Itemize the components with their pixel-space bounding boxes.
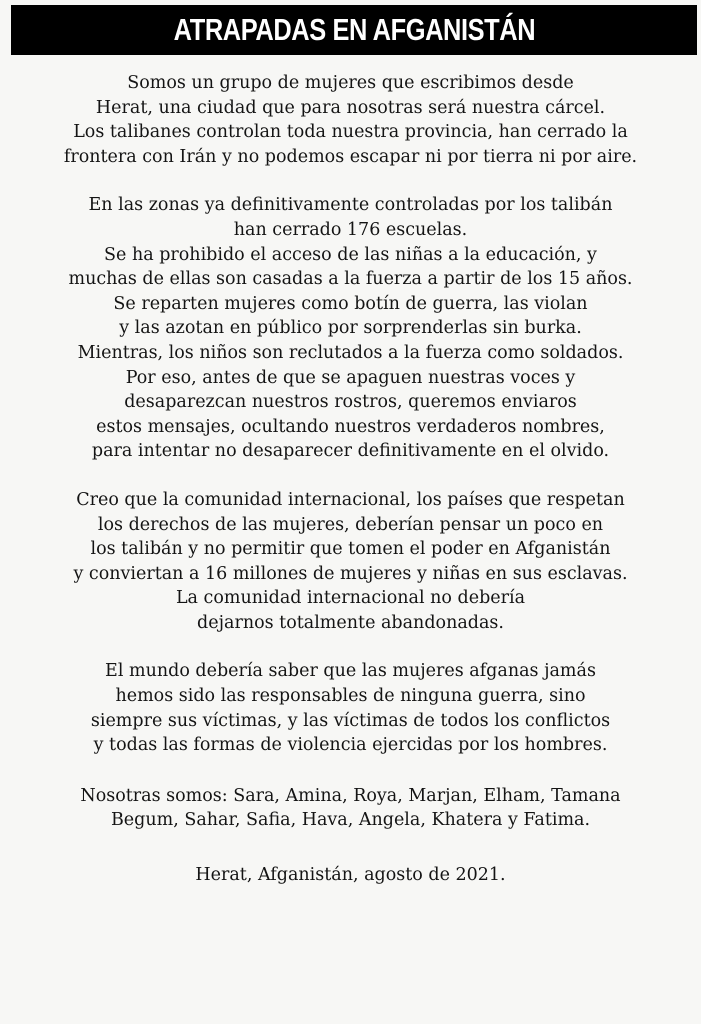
page-title: ATRAPADAS EN AFGANISTÁN [173, 12, 535, 47]
text-line: y conviertan a 16 millones de mujeres y niñas en sus esclavas. [73, 563, 628, 584]
text-line: El mundo debería saber que las mujeres afganas jamás [105, 661, 596, 682]
text-line: Herat, una ciudad que para nosotras será nuestra cárcel. [95, 97, 606, 118]
text-line: Begum, Sahar, Safia, Hava, Angela, Khatera y Fatima. [110, 810, 591, 831]
text-line: Nosotras somos: Sara, Amina, Roya, Marjan, Elham, Tamana [80, 785, 621, 806]
text-line: Por eso, antes de que se apaguen nuestras voces y [125, 367, 576, 388]
text-line: para intentar no desaparecer definitivamente en el olvido. [91, 441, 610, 462]
text-line: desaparezcan nuestros rostros, queremos enviaros [124, 392, 577, 413]
text-line: frontera con Irán y no podemos escapar ni por tierra ni por aire. [63, 146, 638, 167]
text-line: Los talibanes controlan toda nuestra provincia, han cerrado la [73, 122, 628, 143]
paragraph-intro [0, 71, 701, 169]
text-line: muchas de ellas son casadas a la fuerza a partir de los 15 años. [68, 269, 633, 290]
title-banner [11, 5, 697, 55]
text-line: y todas las formas de violencia ejercidas por los hombres. [93, 735, 608, 756]
text-line: Mientras, los niños son reclutados a la fuerza como soldados. [77, 342, 624, 363]
text-line: hemos sido las responsables de ninguna guerra, sino [115, 686, 586, 707]
letter-body [0, 71, 701, 912]
paragraph-names [0, 784, 701, 833]
paragraph-place-date [0, 863, 701, 888]
text-line: los talibán y no permitir que tomen el poder en Afganistán [90, 539, 611, 560]
text-line: estos mensajes, ocultando nuestros verdaderos nombres, [96, 416, 605, 437]
text-line: Se reparten mujeres como botín de guerra, las violan [113, 293, 588, 314]
text-line: Herat, Afganistán, agosto de 2021. [195, 865, 506, 886]
paragraph-international [0, 488, 701, 636]
paragraph-situation [0, 193, 701, 464]
text-line: Se ha prohibido el acceso de las niñas a la educación, y [104, 244, 597, 265]
text-line: y las azotan en público por sorprenderlas sin burka. [119, 318, 582, 339]
text-line: En las zonas ya definitivamente controladas por los talibán [88, 195, 613, 216]
text-line: Creo que la comunidad internacional, los países que respetan [76, 489, 625, 510]
text-line: dejarnos totalmente abandonadas. [197, 612, 504, 633]
text-line: La comunidad internacional no debería [175, 588, 526, 609]
text-line: siempre sus víctimas, y las víctimas de todos los conflictos [90, 710, 611, 731]
text-line: han cerrado 176 escuelas. [233, 219, 468, 240]
text-line: los derechos de las mujeres, deberían pensar un poco en [97, 514, 604, 535]
text-line: Somos un grupo de mujeres que escribimos desde [127, 73, 574, 93]
paragraph-victims [0, 659, 701, 757]
